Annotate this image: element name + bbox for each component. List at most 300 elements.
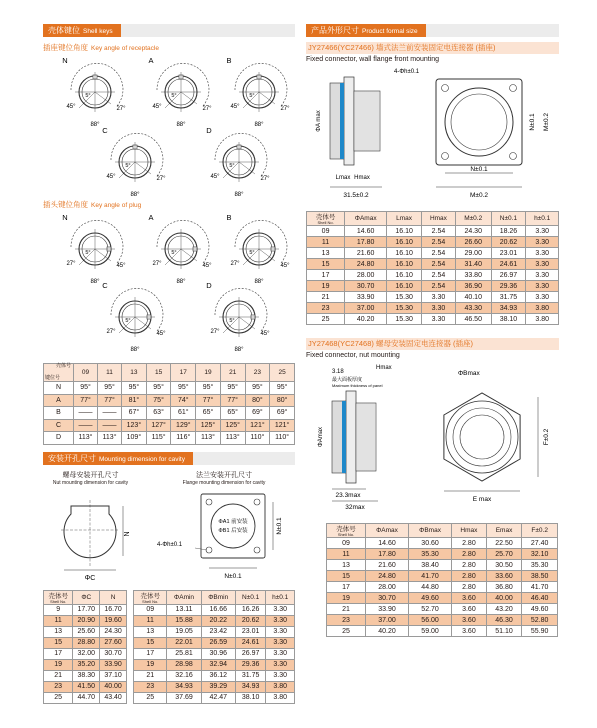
key-table-row <box>44 432 295 445</box>
angle-label: 5° <box>249 93 255 99</box>
table2-cell: 15 <box>327 571 366 582</box>
table1-cell: 21 <box>307 292 345 303</box>
flange-table-header: ΦBmin <box>201 590 235 604</box>
table2-cell: 2.80 <box>452 571 487 582</box>
table1-cell: 17 <box>307 270 345 281</box>
table2-cell: 49.60 <box>409 593 452 604</box>
flange-table-cell: 3.30 <box>266 670 295 681</box>
table1-row <box>307 237 559 248</box>
table1-cell: 3.30 <box>526 248 559 259</box>
key-table-cell: 77° <box>74 394 98 407</box>
flange-n-label: N±0.1 <box>224 572 242 580</box>
table2-cell: 17 <box>327 582 366 593</box>
mount-hole-icon <box>254 499 260 505</box>
nut-table-cell: 15 <box>44 637 73 648</box>
table2-cell: 2.80 <box>452 582 487 593</box>
angle-label: 27° <box>260 176 270 182</box>
table1-cell: 24.30 <box>455 226 491 237</box>
table1-cell: 19 <box>307 281 345 292</box>
angle-label: 27° <box>116 106 126 112</box>
key-table-cell: 121° <box>270 419 295 432</box>
mount-hole-icon <box>442 85 449 92</box>
table2-row <box>327 571 558 582</box>
key-table-cell: 63° <box>146 407 171 420</box>
table1-cell: 31.40 <box>455 259 491 270</box>
key-diagram-a <box>148 213 212 285</box>
nut-table-cell: 16.70 <box>100 604 127 615</box>
holes-label: 4-Φh±0.1 <box>394 69 420 75</box>
key-table-shell-header: 17 <box>171 364 196 382</box>
flange-table-cell: 34.93 <box>235 681 266 692</box>
table2-cell: 35.30 <box>522 560 558 571</box>
angle-label: 88° <box>90 122 100 128</box>
flange-table-cell: 30.96 <box>201 648 235 659</box>
angle-label: 5° <box>171 250 177 256</box>
table1-cell: 15.30 <box>387 314 422 325</box>
table1-cell: 15.30 <box>387 292 422 303</box>
nut-table-row <box>44 681 127 692</box>
nut-caption: 螺母安装开孔尺寸 Nut mounting dimension for cavity <box>52 471 129 486</box>
nut-table-cell: 17 <box>44 648 73 659</box>
flange-n-vertical-label: N±0.1 <box>276 516 283 535</box>
table1-row <box>307 303 559 314</box>
table1-cell: 2.54 <box>422 237 456 248</box>
table2-cell: 19 <box>327 593 366 604</box>
key-table-cell: 113° <box>196 432 221 445</box>
nut-table-cell: 40.00 <box>100 681 127 692</box>
table1-header: Lmax <box>387 212 422 226</box>
nut-table-cell: 9 <box>44 604 73 615</box>
table1-cell: 26.60 <box>455 237 491 248</box>
key-table-cell: 95° <box>146 382 171 395</box>
nut-table-cell: 13 <box>44 626 73 637</box>
flange-table-cell: 20.62 <box>235 615 266 626</box>
angle-label: B <box>226 56 232 65</box>
flange-table-cell: 3.30 <box>266 615 295 626</box>
flange-table-cell: 34.93 <box>167 681 201 692</box>
angle-label: 27° <box>106 329 116 335</box>
table1-cell: 37.00 <box>345 303 387 314</box>
nut-table-cell: 11 <box>44 615 73 626</box>
nut-table-row <box>44 626 127 637</box>
nut-table-header: 壳体号 Shell No. <box>44 590 73 604</box>
flange-b1-label: ΦB1 后安装 <box>218 527 248 534</box>
table2-header: 壳体号 Shell No. <box>327 524 366 538</box>
table2-cell: 52.80 <box>522 615 558 626</box>
key-angle-table <box>43 363 295 445</box>
key-table-cell: 113° <box>220 432 245 445</box>
table2-header: Emax <box>486 524 522 538</box>
flange-table-row <box>134 626 295 637</box>
key-table-cell: 67° <box>122 407 147 420</box>
mounting-header <box>43 452 295 465</box>
angle-label: 88° <box>176 122 186 128</box>
table1-header: h±0.1 <box>526 212 559 226</box>
flange-table-header: h±0.1 <box>266 590 295 604</box>
nut-table-header: ΦC <box>73 590 100 604</box>
nut-cavity-table <box>43 590 127 704</box>
b-max-label: ΦBmax <box>458 370 480 377</box>
panel-cn-label: 最大面板厚度 <box>332 377 363 383</box>
key-table-cell: 95° <box>245 382 270 395</box>
angle-label: 27° <box>210 329 220 335</box>
table2-cell: 09 <box>327 538 366 549</box>
table1-cell: 34.93 <box>491 303 526 314</box>
table1-cell: 16.10 <box>387 281 422 292</box>
angle-label: N <box>62 213 68 222</box>
key-table-cell: 69° <box>245 407 270 420</box>
key-table-cell: 80° <box>245 394 270 407</box>
angle-label: N <box>62 56 68 65</box>
table2-cell: 30.60 <box>409 538 452 549</box>
table1-cell: 18.26 <box>491 226 526 237</box>
angle-label: 88° <box>234 192 244 198</box>
key-table-cell: 61° <box>171 407 196 420</box>
product-title: 产品外形尺寸 Product formal size <box>306 24 426 37</box>
flange-table-header: ΦAmin <box>167 590 201 604</box>
table1-row <box>307 314 559 325</box>
table2-row <box>327 549 558 560</box>
angle-label: 5° <box>229 318 235 324</box>
flange-caption: 法兰安装开孔尺寸 Flange mounting dimension for cavity <box>182 471 266 486</box>
angle-label: 27° <box>280 106 290 112</box>
angle-label: 5° <box>171 93 177 99</box>
angle-label: A <box>148 213 154 222</box>
table2-cell: 2.80 <box>452 560 487 571</box>
flange-table-cell: 19.05 <box>167 626 201 637</box>
flange-cavity-table <box>133 590 295 704</box>
table2-cell: 51.10 <box>486 626 522 637</box>
key-table-cell: —— <box>74 407 98 420</box>
wall-flange-table <box>306 211 559 325</box>
flange-table-header: 壳体号 Shell No. <box>134 590 167 604</box>
nut-table-cell: 20.90 <box>73 615 100 626</box>
mounting-tables <box>43 590 295 704</box>
key-table-cell: 77° <box>98 394 122 407</box>
flange-table-cell: 32.94 <box>201 659 235 670</box>
table2-cell: 25.70 <box>486 549 522 560</box>
table1-cell: 21.60 <box>345 248 387 259</box>
nut-table-cell: 25.60 <box>73 626 100 637</box>
flange-table-cell: 26.97 <box>235 648 266 659</box>
nut-table-cell: 44.70 <box>73 692 100 703</box>
flange-table-cell: 15 <box>134 637 167 648</box>
table2-header: F±0.2 <box>522 524 558 538</box>
table1-cell: 3.30 <box>526 226 559 237</box>
table1-row <box>307 292 559 303</box>
table1-cell: 20.62 <box>491 237 526 248</box>
key-table-cell: 95° <box>122 382 147 395</box>
angle-label: 27° <box>152 261 162 267</box>
flange-table-row <box>134 648 295 659</box>
flange-table-cell: 3.30 <box>266 626 295 637</box>
key-table-shell-header: 21 <box>220 364 245 382</box>
key-table-cell: —— <box>98 407 122 420</box>
angle-label: 27° <box>230 261 240 267</box>
mount-hole-icon <box>206 499 212 505</box>
angle-label: 88° <box>130 192 140 198</box>
table1-cell: 46.50 <box>455 314 491 325</box>
flange-table-cell: 11 <box>134 615 167 626</box>
key-table-cell: 125° <box>196 419 221 432</box>
table2-cell: 41.70 <box>409 571 452 582</box>
angle-label: C <box>102 126 108 135</box>
flange-table-row <box>134 659 295 670</box>
nut-table-cell: 19 <box>44 659 73 670</box>
flange-table-cell: 3.30 <box>266 648 295 659</box>
nut-table-cell: 38.30 <box>73 670 100 681</box>
table1-cell: 16.10 <box>387 259 422 270</box>
table2-header: ΦBmax <box>409 524 452 538</box>
key-table-cell: —— <box>98 419 122 432</box>
key-table-cell: 109° <box>122 432 147 445</box>
nut-table-row <box>44 604 127 615</box>
left-column <box>43 24 295 704</box>
nut-table-cell: 33.90 <box>100 659 127 670</box>
key-table-shell-header: 15 <box>146 364 171 382</box>
table2-cell: 38.50 <box>522 571 558 582</box>
flange-table-cell: 26.59 <box>201 637 235 648</box>
table2-cell: 28.00 <box>366 582 409 593</box>
key-table-cell: 95° <box>74 382 98 395</box>
key-table-corner: 壳体号 键位号 <box>44 364 74 382</box>
key-table-cell: 115° <box>146 432 171 445</box>
table2-cell: 49.60 <box>522 604 558 615</box>
key-table-cell: 95° <box>220 382 245 395</box>
flange-table-cell: 19 <box>134 659 167 670</box>
table2-cell: 25 <box>327 626 366 637</box>
table1-cell: 29.36 <box>491 281 526 292</box>
flange-table-cell: 42.47 <box>201 692 235 703</box>
key-table-shell-header: 09 <box>74 364 98 382</box>
table2-cell: 30.50 <box>486 560 522 571</box>
table2-cell: 37.00 <box>366 615 409 626</box>
flange-table-cell: 37.69 <box>167 692 201 703</box>
flange-table-cell: 3.30 <box>266 604 295 615</box>
flange-table-cell: 16.26 <box>235 604 266 615</box>
plug-key-diagrams <box>43 211 295 353</box>
key-table-row <box>44 394 295 407</box>
nut-table-header: N <box>100 590 127 604</box>
product-header <box>306 24 559 37</box>
table1-cell: 16.10 <box>387 270 422 281</box>
table1-header: Hmax <box>422 212 456 226</box>
angle-label: 45° <box>106 174 116 180</box>
table2-cell: 36.80 <box>486 582 522 593</box>
mounting-drawings <box>43 470 295 590</box>
angle-label: 5° <box>125 163 131 169</box>
key-table-key: C <box>44 419 74 432</box>
shell-keys-header <box>43 24 295 37</box>
table1-cell: 16.10 <box>387 237 422 248</box>
nut-table-cell: 28.80 <box>73 637 100 648</box>
table1-cell: 23 <box>307 303 345 314</box>
angle-label: 5° <box>85 93 91 99</box>
key-table-cell: 74° <box>171 394 196 407</box>
table2-cell: 21.60 <box>366 560 409 571</box>
m-vertical-label: M±0.2 <box>543 112 550 132</box>
table2-cell: 11 <box>327 549 366 560</box>
mount-hole-icon <box>442 153 449 160</box>
flange-table-row <box>134 692 295 703</box>
key-table-shell-header: 19 <box>196 364 221 382</box>
key-diagram-b <box>226 56 290 128</box>
table2-row <box>327 604 558 615</box>
table1-cell: 33.80 <box>455 270 491 281</box>
key-table-shell-header: 25 <box>270 364 295 382</box>
key-table-cell: 127° <box>146 419 171 432</box>
nut-table-cell: 41.50 <box>73 681 100 692</box>
flange-table-cell: 3.80 <box>266 692 295 703</box>
table2-cell: 43.20 <box>486 604 522 615</box>
table2-cell: 3.60 <box>452 593 487 604</box>
blue-band <box>342 401 346 473</box>
table1-header: ΦAmax <box>345 212 387 226</box>
angle-label: D <box>206 126 212 135</box>
key-table-cell: 125° <box>220 419 245 432</box>
panel-en-label: Maximum thickness of panel <box>332 383 383 388</box>
table1-cell: 3.80 <box>526 303 559 314</box>
angle-label: 45° <box>280 263 290 269</box>
table1-cell: 3.30 <box>526 259 559 270</box>
nut-table-row <box>44 692 127 703</box>
model1-caption: Fixed connector, wall flange front mounting <box>306 56 440 63</box>
table1-cell: 29.00 <box>455 248 491 259</box>
flange-table-cell: 25 <box>134 692 167 703</box>
top-dim-label: 3.18 <box>332 369 344 375</box>
angle-label: 45° <box>210 174 220 180</box>
table1-cell: 11 <box>307 237 345 248</box>
table2-row <box>327 593 558 604</box>
key-table-cell: 81° <box>122 394 147 407</box>
key-table-cell: 123° <box>122 419 147 432</box>
table2-cell: 2.80 <box>452 549 487 560</box>
angle-label: 45° <box>156 331 166 337</box>
table1-cell: 43.30 <box>455 303 491 314</box>
key-table-row <box>44 382 295 395</box>
key-table-cell: —— <box>74 419 98 432</box>
shell-keys-title: 壳体键位 Shell keys <box>43 24 121 37</box>
model2-caption: Fixed connector, nut mounting <box>306 352 400 359</box>
model1-title: JY27466(YC27466) 墙式法兰前安装固定电连接器 (插座) <box>306 42 559 54</box>
table2-cell: 21 <box>327 604 366 615</box>
table1-cell: 16.10 <box>387 226 422 237</box>
table1-header: M±0.2 <box>455 212 491 226</box>
table2-cell: 46.30 <box>486 615 522 626</box>
flange-table-cell: 23 <box>134 681 167 692</box>
table1-cell: 2.54 <box>422 270 456 281</box>
table2-cell: 40.00 <box>486 593 522 604</box>
flange-table-cell: 32.16 <box>167 670 201 681</box>
nut-table-cell: 21 <box>44 670 73 681</box>
table1-cell: 36.90 <box>455 281 491 292</box>
table1-row <box>307 259 559 270</box>
flange-table-cell: 23.01 <box>235 626 266 637</box>
nut-table-row <box>44 648 127 659</box>
key-table-cell: 121° <box>245 419 270 432</box>
table1-cell: 3.30 <box>422 303 456 314</box>
table2-cell: 40.20 <box>366 626 409 637</box>
flange-table-cell: 13 <box>134 626 167 637</box>
flange-a1-label: ΦA1 前安装 <box>218 518 248 525</box>
table2-cell: 3.60 <box>452 615 487 626</box>
flange-table-row <box>134 637 295 648</box>
len1-label: 23.3max <box>335 492 361 499</box>
table2-cell: 27.40 <box>522 538 558 549</box>
key-table-cell: 129° <box>171 419 196 432</box>
flange-table-cell: 29.36 <box>235 659 266 670</box>
mount-hole-icon <box>510 85 517 92</box>
flange-table-cell: 3.30 <box>266 659 295 670</box>
angle-label: 27° <box>156 176 166 182</box>
angle-label: 45° <box>66 104 76 110</box>
nut-table-cell: 32.00 <box>73 648 100 659</box>
angle-label: 45° <box>260 331 270 337</box>
table1-cell: 15.30 <box>387 303 422 314</box>
table2-cell: 23 <box>327 615 366 626</box>
table2-row <box>327 582 558 593</box>
table2-cell: 56.00 <box>409 615 452 626</box>
nut-mount-table <box>326 523 558 637</box>
key-table-key: A <box>44 394 74 407</box>
mounting-title: 安装开孔尺寸 Mounting dimension for cavity <box>43 452 193 465</box>
table2-cell: 2.80 <box>452 538 487 549</box>
nut-table-cell: 23 <box>44 681 73 692</box>
table1-cell: 40.20 <box>345 314 387 325</box>
flange-table-cell: 24.61 <box>235 637 266 648</box>
key-table-shell-header: 13 <box>122 364 147 382</box>
table1-header: 壳体号 Shell No. <box>307 212 345 226</box>
table1-cell: 3.30 <box>526 237 559 248</box>
receptacle-key-diagrams <box>43 54 295 199</box>
key-table-cell: 113° <box>74 432 98 445</box>
len2-label: 32max <box>345 504 365 511</box>
nut-table-cell: 17.70 <box>73 604 100 615</box>
key-table-cell: 75° <box>146 394 171 407</box>
nut-table-cell: 37.10 <box>100 670 127 681</box>
table2-cell: 55.90 <box>522 626 558 637</box>
nut-table-cell: 27.60 <box>100 637 127 648</box>
table1-cell: 09 <box>307 226 345 237</box>
m-label: M±0.2 <box>469 192 489 199</box>
table1-cell: 14.60 <box>345 226 387 237</box>
key-table-cell: 80° <box>270 394 295 407</box>
nut-table-cell: 24.30 <box>100 626 127 637</box>
table2-cell: 17.80 <box>366 549 409 560</box>
angle-label: 88° <box>90 279 100 285</box>
flange-table-cell: 15.88 <box>167 615 201 626</box>
angle-label: 45° <box>116 263 126 269</box>
table1-cell: 17.80 <box>345 237 387 248</box>
flange-holes-label: 4-Φh±0.1 <box>157 541 183 548</box>
table2-cell: 30.70 <box>366 593 409 604</box>
angle-label: C <box>102 281 108 290</box>
nut-table-cell: 25 <box>44 692 73 703</box>
key-table-key: B <box>44 407 74 420</box>
key-table-cell: 77° <box>196 394 221 407</box>
table1-cell: 3.30 <box>422 314 456 325</box>
key-diagram-c <box>102 281 166 353</box>
table2-row <box>327 626 558 637</box>
flange-table-cell: 20.22 <box>201 615 235 626</box>
table1-cell: 2.54 <box>422 281 456 292</box>
key-table-cell: 69° <box>270 407 295 420</box>
table1-cell: 3.30 <box>526 270 559 281</box>
a-max-label: ΦA max <box>316 110 322 132</box>
key-table-row <box>44 419 295 432</box>
flange-table-cell: 3.80 <box>266 681 295 692</box>
table1-cell: 2.54 <box>422 248 456 259</box>
